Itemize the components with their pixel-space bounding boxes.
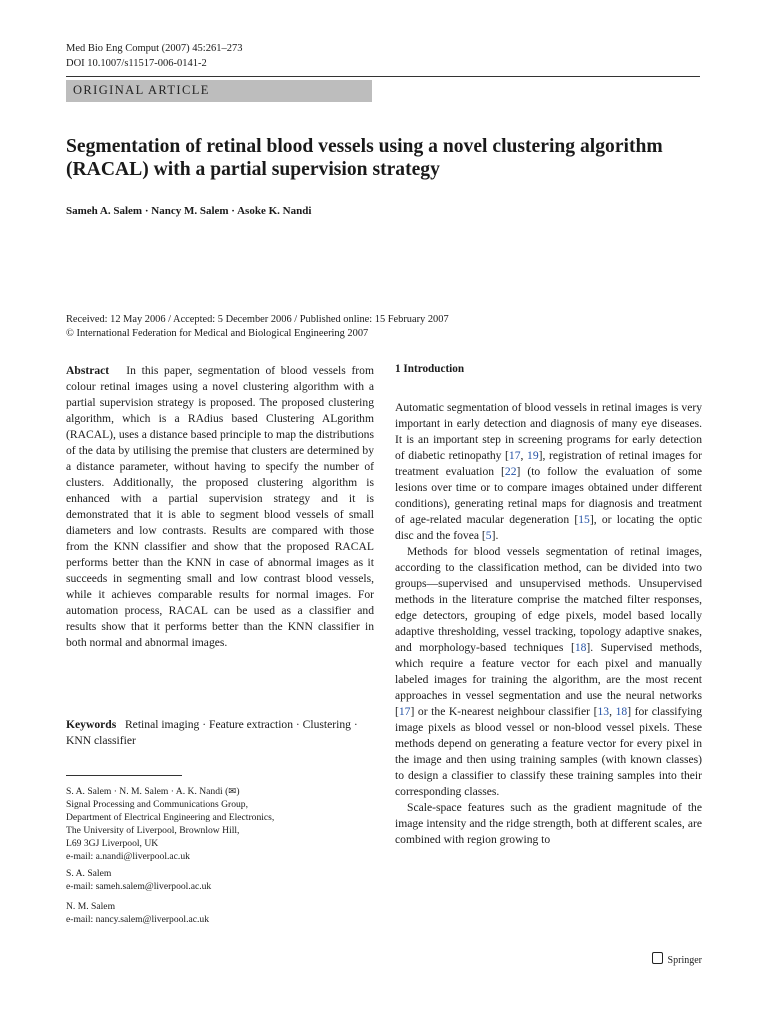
affiliation-line: S. A. Salem · N. M. Salem · A. K. Nandi (✉) bbox=[66, 786, 240, 797]
citation-link[interactable]: 17 bbox=[398, 705, 411, 718]
citation-link[interactable]: 19 bbox=[527, 449, 539, 462]
affiliation-block-1 bbox=[66, 785, 374, 863]
intro-text: ] or the K-nearest neighbour classifier [ bbox=[410, 705, 598, 718]
citation-link[interactable]: 5 bbox=[485, 529, 492, 542]
intro-text: Methods for blood vessels segmentation of retinal images, according to the classification method, can be divided into two groups—supervised and unsupervised methods. Unsupervised methods in the literature comprise the matched filter responses, edge detectors, grouping of edge pixels, model based locally adaptive thresholding, vessel tracking, topology adaptive snakes, and morphology-based techniques [ bbox=[395, 545, 702, 654]
publisher-name: Springer bbox=[667, 955, 702, 966]
springer-horse-icon bbox=[652, 952, 663, 964]
publication-dates bbox=[66, 313, 449, 341]
abstract-text: In this paper, segmentation of blood vessels from colour retinal images using a novel clustering algorithm with a partial supervision strategy is proposed. The proposed clustering algorithm, which is a RAdius based Clustering ALgorithm (RACAL), uses a distance based principle to map the distributions of the data by utilising the premise that clusters are determined by a distance parameter, without having to specify the number of clusters. Additionally, the proposed clustering algorithm is enhanced with a partial supervision strategy and it is demonstrated that it is able to segment blood vessels of small diameters and low contrasts. Results are compared with those from the KNN classifier and show that the proposed RACAL performs better than the KNN in case of abnormal images as it succeeds in segmenting small and low contrast blood vessels, while it achieves comparable results for normal images. For automation process, RACAL can be used as a classifier and results show that it performs better than the KNN classifier in both normal and abnormal images. bbox=[66, 364, 374, 649]
affiliation-line: S. A. Salem bbox=[66, 868, 112, 879]
intro-paragraph bbox=[395, 800, 702, 848]
abstract-label: Abstract bbox=[66, 364, 110, 377]
article-title: Segmentation of retinal blood vessels using a novel clustering algorithm (RACAL) with a partial supervision strategy bbox=[66, 136, 663, 180]
article-type-label: ORIGINAL ARTICLE bbox=[73, 83, 210, 97]
affiliation-line: Signal Processing and Communications Group, bbox=[66, 799, 249, 810]
header-rule bbox=[66, 76, 700, 77]
citation-link[interactable]: 13 bbox=[597, 705, 610, 718]
citation-link[interactable]: 18 bbox=[615, 705, 628, 718]
introduction-body bbox=[395, 400, 702, 848]
doi[interactable]: DOI 10.1007/s11517-006-0141-2 bbox=[66, 58, 207, 69]
keywords-label: Keywords bbox=[66, 718, 117, 731]
intro-text: ], or locating the optic disc and the fovea [ bbox=[395, 513, 702, 542]
intro-text: , bbox=[520, 449, 528, 462]
intro-text: ] for classifying image pixels as blood vessel or non-blood vessel pixels. These methods depend on generating a feature vector for every pixel in the image and then using training samples (with known classes) to design a classifier to classify these training samples into their corresponding classes. bbox=[395, 705, 702, 798]
intro-text: ] (to follow the evaluation of some lesions over time or to compare images obtained under different conditions), generating retinal maps for diagnosis and treatment of age-related macular degeneration [ bbox=[395, 465, 702, 526]
abstract bbox=[66, 363, 374, 651]
section-heading-introduction: 1 Introduction bbox=[395, 363, 465, 375]
intro-text: ]. Supervised methods, which require a feature vector for each pixel and manually labeled images for training the algorithm, are the most recent approaches in vessel segmentation and use the neural networks [ bbox=[395, 641, 703, 718]
intro-paragraph bbox=[395, 544, 702, 800]
article-type-banner bbox=[66, 80, 372, 102]
received-accepted-dates: Received: 12 May 2006 / Accepted: 5 December 2006 / Published online: 15 February 2007 bbox=[66, 314, 449, 325]
affiliation-line: The University of Liverpool, Brownlow Hill, bbox=[66, 825, 240, 836]
intro-text: , bbox=[609, 705, 616, 718]
affiliation-line: L69 3GJ Liverpool, UK bbox=[66, 838, 159, 849]
affiliation-line: Department of Electrical Engineering and Electronics, bbox=[66, 812, 275, 823]
citation-link[interactable]: 15 bbox=[578, 513, 590, 526]
copyright-line: © International Federation for Medical and Biological Engineering 2007 bbox=[66, 328, 369, 339]
affiliation-line: N. M. Salem bbox=[66, 901, 116, 912]
intro-text: ], registration of retinal images for treatment evaluation [ bbox=[395, 449, 702, 478]
intro-paragraph bbox=[395, 400, 702, 544]
journal-citation: Med Bio Eng Comput (2007) 45:261–273 bbox=[66, 43, 243, 54]
affiliation-block-3 bbox=[66, 900, 374, 926]
keywords bbox=[66, 717, 374, 749]
intro-text: Automatic segmentation of blood vessels in retinal images is very important in early detection and diagnosis of many eye diseases. It is an important step in screening programs for early detection of diabetic retinopathy [ bbox=[395, 401, 702, 462]
publisher-logo bbox=[652, 952, 702, 966]
keywords-text: Retinal imaging · Feature extraction · Clustering · KNN classifier bbox=[66, 718, 358, 747]
email-link[interactable]: e-mail: nancy.salem@liverpool.ac.uk bbox=[66, 914, 210, 925]
footnote-rule bbox=[66, 775, 182, 776]
email-link[interactable]: e-mail: a.nandi@liverpool.ac.uk bbox=[66, 851, 190, 862]
email-link[interactable]: e-mail: sameh.salem@liverpool.ac.uk bbox=[66, 881, 212, 892]
citation-link[interactable]: 18 bbox=[574, 641, 587, 654]
affiliation-block-2 bbox=[66, 867, 374, 893]
citation-link[interactable]: 17 bbox=[508, 449, 521, 462]
intro-text: ]. bbox=[491, 529, 499, 542]
citation-link[interactable]: 22 bbox=[504, 465, 517, 478]
authors: Sameh A. Salem · Nancy M. Salem · Asoke K. Nandi bbox=[66, 205, 312, 217]
intro-text: Scale-space features such as the gradient magnitude of the image intensity and the ridge strength, both at different scales, are combined with region growing to bbox=[395, 801, 702, 846]
